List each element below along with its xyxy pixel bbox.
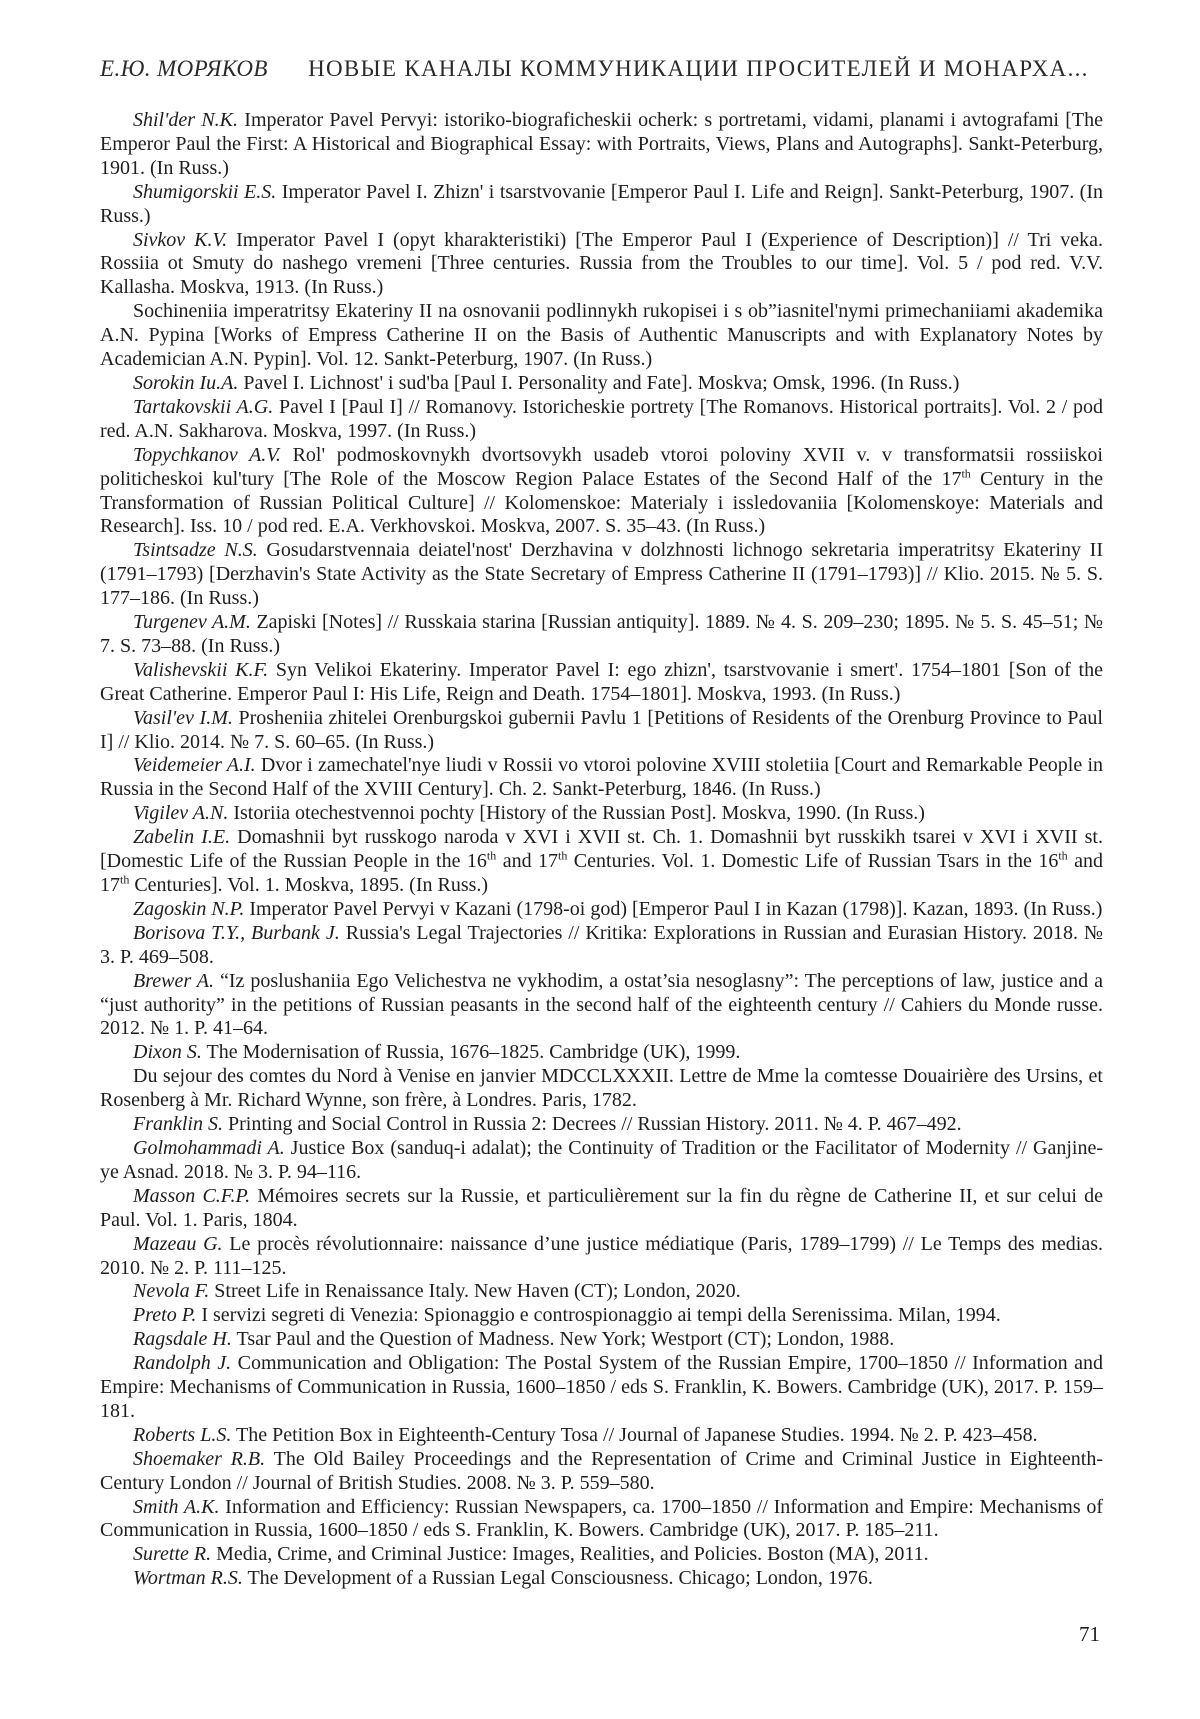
reference-author: Roberts L.S. [133, 1423, 232, 1446]
reference-text: Imperator Pavel Pervyi: istoriko-biograficheskii ocherk: s portretami, vidami, planami i avtografami [The Emperor Paul the First: A Historical and Biographical Essay: with Portraits, Views, Plans and Autographs]. Sankt-Peterburg, 1901. (In Russ.) [100, 109, 1104, 179]
reference-entry [100, 396, 1103, 444]
reference-author: Brewer A. [133, 969, 214, 992]
reference-entry [100, 826, 1103, 898]
reference-text: Printing and Social Control in Russia 2: Decrees // Russian History. 2011. № 4. P. 467–492. [223, 1113, 962, 1136]
reference-entry [100, 1567, 1103, 1591]
reference-author: Vasil'ev I.M. [133, 706, 233, 729]
reference-text: Rol' podmoskovnykh dvortsovykh usadeb vtoroi poloviny XVII v. v transformatsii rossiiskoi politicheskoi kul'tury [The Role of the Moscow Region Palace Estates of the Second Half of the 17 [100, 443, 1103, 490]
reference-text: Communication and Obligation: The Postal System of the Russian Empire, 1700–1850 // Information and Empire: Mechanisms of Communication in Russia, 1600–1850 / eds S. Franklin, K. Bowers. Cambridge (UK), 2017. P. 159–181. [100, 1352, 1104, 1422]
reference-author: Sorokin Iu.A. [133, 371, 239, 394]
reference-text: Imperator Pavel I (opyt kharakteristiki) [The Emperor Paul I (Experience of Description)] // Tri veka. Rossiia ot Smuty do nashego vremeni [Three centuries. Russia from the Troubles to our time]. Vol. 5 / pod red. V.V. Kallasha. Moskva, 1913. (In Russ.) [100, 228, 1104, 299]
reference-text: Gosudarstvennaia deiatel'nost' Derzhavina v dolzhnosti lichnogo sekretaria imperatritsy Ekateriny II (1791–1793) [Derzhavin's State Activity as the State Secretary of Empress Catherine II (1791–1793)] // Klio. 2015. № 5. S. 177–186. (In Russ.) [100, 539, 1104, 610]
reference-entry [100, 898, 1103, 922]
reference-author: Wortman R.S. [133, 1567, 243, 1590]
reference-text: Domashnii byt russkogo naroda v XVI i XVII st. Ch. 1. Domashnii byt russkikh tsarei v XVI i XVII st. [Domestic Life of the Russian People in the 16 [100, 826, 1103, 873]
reference-author: Vigilev A.N. [133, 802, 229, 825]
reference-author: Valishevskii K.F. [133, 658, 269, 681]
reference-entry [100, 970, 1103, 1042]
reference-entry [100, 1304, 1103, 1328]
running-header [100, 56, 1103, 82]
reference-text: The Old Bailey Proceedings and the Representation of Crime and Criminal Justice in Eighteenth-Century London // Journal of British Studies. 2008. № 3. P. 559–580. [100, 1447, 1104, 1494]
reference-text: Media, Crime, and Criminal Justice: Images, Realities, and Policies. Boston (MA), 2011. [211, 1543, 929, 1566]
reference-text: The Petition Box in Eighteenth-Century Tosa // Journal of Japanese Studies. 1994. № 2. P. 423–458. [231, 1423, 1038, 1446]
page-number: 71 [1079, 1622, 1100, 1646]
reference-text: Tsar Paul and the Question of Madness. New York; Westport (CT); London, 1988. [231, 1328, 895, 1351]
reference-entry [100, 1137, 1103, 1185]
reference-author: Mazeau G. [133, 1232, 223, 1255]
reference-entry [100, 1041, 1103, 1065]
reference-author: Masson C.F.P. [133, 1184, 251, 1207]
reference-entry [100, 1543, 1103, 1567]
reference-entry [100, 1352, 1103, 1424]
reference-author: Turgenev A.M. [133, 611, 251, 634]
reference-entry [100, 372, 1103, 396]
reference-text: “Iz poslushaniia Ego Velichestva ne vykhodim, a ostat’sia nesoglasny”: The perceptions of law, justice and a “just authority” in the petitions of Russian peasants in the second half of the eighteenth century // Cahiers du Monde russe. 2012. № 1. P. 41–64. [100, 969, 1103, 1040]
reference-text: Pavel I. Lichnost' i sud'ba [Paul I. Personality and Fate]. Moskva; Omsk, 1996. (In Russ.) [238, 371, 960, 394]
reference-author: Dixon S. [133, 1041, 202, 1064]
reference-entry [100, 659, 1103, 707]
ordinal-superscript: th [961, 465, 971, 480]
reference-entry [100, 1185, 1103, 1233]
reference-author: Tsintsadze N.S. [133, 539, 258, 562]
reference-entry [100, 1065, 1103, 1113]
reference-author: Shil'der N.K. [133, 109, 239, 131]
running-header-author: Е.Ю. МОРЯКОВ [100, 56, 268, 81]
reference-text: and 17 [100, 850, 1103, 896]
reference-text: Prosheniia zhitelei Orenburgskoi gubernii Pavlu 1 [Petitions of Residents of the Orenburg Province to Paul I] // Klio. 2014. № 7. S. 60–65. (In Russ.) [100, 706, 1103, 753]
reference-text: Imperator Pavel Pervyi v Kazani (1798-oi god) [Emperor Paul I in Kazan (1798)]. Kazan, 1893. (In Russ.) [244, 897, 1103, 920]
reference-author: Veidemeier A.I. [133, 754, 256, 777]
reference-author: Zabelin I.E. [133, 826, 231, 849]
reference-entry [100, 1113, 1103, 1137]
reference-author: Smith A.K. [133, 1495, 220, 1518]
reference-author: Shoemaker R.B. [133, 1447, 266, 1470]
reference-entry [100, 754, 1103, 802]
reference-entry [100, 1233, 1103, 1281]
reference-entry [100, 539, 1103, 611]
reference-text: Sochineniia imperatritsy Ekateriny II na osnovanii podlinnykh rukopisei i s ob”iasnitel'nymi primechaniiami akademika A.N. Pypina [Works of Empress Catherine II on the Basis of Authentic Manuscripts and with Explanatory Notes by Academician A.N. Pypin]. Vol. 12. Sankt-Peterburg, 1907. (In Russ.) [100, 300, 1103, 371]
reference-text: Imperator Pavel I. Zhizn' i tsarstvovanie [Emperor Paul I. Life and Reign]. Sankt-Peterburg, 1907. (In Russ.) [100, 180, 1103, 227]
reference-entry [100, 802, 1103, 826]
reference-entry [100, 611, 1103, 659]
reference-author: Preto P. [133, 1304, 197, 1327]
reference-entry [100, 444, 1103, 540]
ordinal-superscript: th [486, 848, 497, 863]
reference-text: Syn Velikoi Ekateriny. Imperator Pavel I: ego zhizn', tsarstvovanie i smert'. 1754–1801 [Son of the Great Catherine. Emperor Paul I: His Life, Reign and Death. 1754–1801]. Moskva, 1993. (In Russ.) [100, 658, 1103, 705]
reference-text: Pavel I [Paul I] // Romanovy. Istoricheskie portrety [The Romanovs. Historical portraits]. Vol. 2 / pod red. A.N. Sakharova. Moskva, 1997. (In Russ.) [100, 395, 1103, 442]
reference-text: Century in the Transformation of Russian Political Culture] // Kolomenskoe: Materialy i issledovaniia [Kolomenskoye: Materials and Research]. Iss. 10 / pod red. E.A. Verkhovskoi. Moskva, 2007. S. 35–43. (In Russ.) [100, 467, 1103, 538]
reference-entry [100, 922, 1103, 970]
reference-entry [100, 707, 1103, 755]
ordinal-superscript: th [558, 848, 568, 863]
reference-entry [100, 300, 1103, 372]
reference-text: Le procès révolutionnaire: naissance d’une justice médiatique (Paris, 1789–1799) // Le Temps des medias. 2010. № 2. P. 111–125. [100, 1232, 1103, 1279]
reference-entry [100, 1424, 1103, 1448]
reference-text: The Development of a Russian Legal Consciousness. Chicago; London, 1976. [242, 1567, 873, 1590]
reference-text: Dvor i zamechatel'nye liudi v Rossii vo vtoroi polovine XVIII stoletiia [Court and Remarkable People in Russia in the Second Half of the XVIII Century]. Ch. 2. Sankt-Peterburg, 1846. (In Russ.) [100, 754, 1103, 801]
reference-text: Du sejour des comtes du Nord à Venise en janvier MDCCLXXXII. Lettre de Mme la comtesse Douairière des Ursins, et Rosenberg à Mr. Richard Wynne, son frère, à Londres. Paris, 1782. [100, 1065, 1103, 1112]
reference-author: Golmohammadi A. [133, 1136, 285, 1159]
reference-author: Randolph J. [133, 1352, 232, 1375]
ordinal-superscript: th [120, 872, 130, 887]
reference-text: Centuries]. Vol. 1. Moskva, 1895. (In Russ.) [129, 874, 489, 896]
reference-author: Surette R. [133, 1543, 212, 1566]
ordinal-superscript: th [1058, 848, 1068, 863]
reference-author: Sivkov K.V. [133, 228, 228, 251]
reference-entry [100, 229, 1103, 301]
reference-author: Borisova T.Y., Burbank J. [133, 921, 340, 944]
reference-text: Information and Efficiency: Russian Newspapers, ca. 1700–1850 // Information and Empire: Mechanisms of Communication in Russia, 1600–1850 / eds S. Franklin, K. Bowers. Cambridge (UK), 2017. P. 185–211. [100, 1495, 1103, 1542]
reference-author: Ragsdale H. [133, 1328, 232, 1351]
reference-text: Street Life in Renaissance Italy. New Haven (CT); London, 2020. [209, 1280, 741, 1303]
reference-author: Shumigorskii E.S. [133, 180, 277, 203]
reference-author: Nevola F. [133, 1280, 210, 1303]
reference-entry [100, 109, 1103, 181]
reference-author: Topychkanov A.V. [133, 443, 281, 466]
reference-text: Zapiski [Notes] // Russkaia starina [Russian antiquity]. 1889. № 4. S. 209–230; 1895. № 5. S. 45–51; № 7. S. 73–88. (In Russ.) [100, 611, 1103, 657]
reference-text: Istoriia otechestvennoi pochty [History of the Russian Post]. Moskva, 1990. (In Russ.) [228, 802, 925, 825]
reference-text: Russia's Legal Trajectories // Kritika: Explorations in Russian and Eurasian History. 2018. № 3. P. 469–508. [100, 921, 1103, 968]
reference-entry [100, 1448, 1103, 1496]
reference-entry [100, 181, 1103, 229]
running-header-title: НОВЫЕ КАНАЛЫ КОММУНИКАЦИИ ПРОСИТЕЛЕЙ И МОНАРХА... [308, 56, 1089, 81]
reference-entry [100, 1280, 1103, 1304]
reference-text: and 17 [496, 850, 559, 873]
references-list [100, 109, 1103, 1591]
reference-author: Tartakovskii A.G. [133, 395, 274, 418]
reference-author: Franklin S. [133, 1113, 223, 1136]
reference-text: Centuries. Vol. 1. Domestic Life of Russian Tsars in the 16 [567, 850, 1059, 873]
reference-text: I servizi segreti di Venezia: Spionaggio e controspionaggio ai tempi della Serenissima. Milan, 1994. [196, 1304, 1001, 1327]
reference-text: The Modernisation of Russia, 1676–1825. Cambridge (UK), 1999. [201, 1041, 741, 1064]
reference-entry [100, 1496, 1103, 1544]
reference-text: Mémoires secrets sur la Russie, et particulièrement sur la fin du règne de Catherine II, et sur celui de Paul. Vol. 1. Paris, 1804. [100, 1184, 1103, 1231]
reference-entry [100, 1328, 1103, 1352]
reference-text: Justice Box (sanduq-i adalat); the Continuity of Tradition or the Facilitator of Modernity // Ganjine-ye Asnad. 2018. № 3. P. 94–116. [100, 1136, 1103, 1183]
reference-author: Zagoskin N.P. [133, 897, 245, 920]
